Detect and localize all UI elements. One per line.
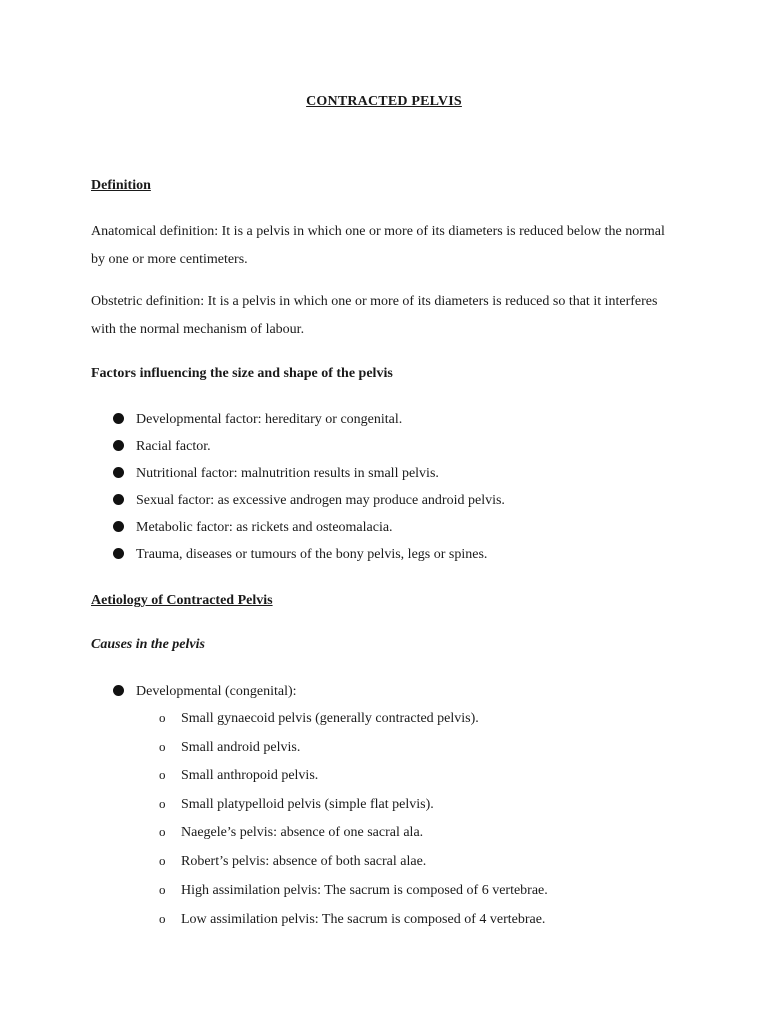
factor-item-text: Metabolic factor: as rickets and osteomalacia. (136, 520, 393, 535)
sub-list-item (159, 795, 434, 814)
factor-item (113, 492, 505, 510)
factor-item (113, 519, 393, 537)
circle-bullet-icon: o (159, 767, 166, 782)
obstetric-definition: Obstetric definition: It is a pelvis in which one or more of its diameters is reduced so that it interferes with the normal mechanism of labour. (91, 294, 658, 337)
sub-list-item (159, 738, 300, 757)
sub-list-item-text: Small anthropoid pelvis. (181, 768, 319, 783)
causes-heading: Causes in the pelvis (91, 637, 205, 652)
definition-heading: Definition (91, 178, 151, 193)
sub-list-item-text: Small gynaecoid pelvis (generally contracted pelvis). (181, 711, 479, 726)
bullet-icon (113, 467, 124, 478)
factor-item (113, 546, 487, 564)
sub-list-item (159, 881, 548, 900)
factor-item-text: Trauma, diseases or tumours of the bony pelvis, legs or spines. (136, 547, 488, 562)
bullet-icon (113, 440, 124, 451)
circle-bullet-icon: o (159, 796, 166, 811)
factor-item (113, 411, 402, 429)
factor-item (113, 438, 211, 456)
sub-list-item (159, 709, 479, 728)
anatomical-definition: Anatomical definition: It is a pelvis in which one or more of its diameters is reduced below the normal by one or more centimeters. (91, 224, 665, 267)
document-title: CONTRACTED PELVIS (306, 94, 462, 109)
sub-list-item-text: Small android pelvis. (181, 740, 301, 755)
circle-bullet-icon: o (159, 853, 166, 868)
sub-list-item-text: Robert’s pelvis: absence of both sacral alae. (181, 854, 427, 869)
factor-item-text: Racial factor. (136, 439, 211, 454)
sub-list-item-text: Small platypelloid pelvis (simple flat pelvis). (181, 797, 434, 812)
circle-bullet-icon: o (159, 710, 166, 725)
factor-item (113, 465, 439, 483)
developmental-label: Developmental (congenital): (136, 684, 297, 699)
circle-bullet-icon: o (159, 824, 166, 839)
factors-heading: Factors influencing the size and shape of the pelvis (91, 366, 393, 381)
sub-list-item-text: Low assimilation pelvis: The sacrum is composed of 4 vertebrae. (181, 912, 546, 927)
sub-list-item (159, 910, 545, 929)
sub-list-item-text: Naegele’s pelvis: absence of one sacral ala. (181, 825, 424, 840)
circle-bullet-icon: o (159, 911, 166, 926)
factor-item-text: Developmental factor: hereditary or congenital. (136, 412, 403, 427)
aetiology-heading: Aetiology of Contracted Pelvis (91, 593, 273, 608)
sub-list-item (159, 766, 318, 785)
bullet-icon (113, 685, 124, 696)
sub-list-item (159, 852, 426, 871)
bullet-icon (113, 494, 124, 505)
factor-item-text: Sexual factor: as excessive androgen may produce android pelvis. (136, 493, 505, 508)
bullet-icon (113, 413, 124, 424)
bullet-icon (113, 548, 124, 559)
sub-list-item (159, 823, 423, 842)
circle-bullet-icon: o (159, 739, 166, 754)
circle-bullet-icon: o (159, 882, 166, 897)
sub-list-item-text: High assimilation pelvis: The sacrum is composed of 6 vertebrae. (181, 883, 548, 898)
bullet-icon (113, 521, 124, 532)
factor-item-text: Nutritional factor: malnutrition results in small pelvis. (136, 466, 439, 481)
developmental-item (113, 683, 297, 701)
